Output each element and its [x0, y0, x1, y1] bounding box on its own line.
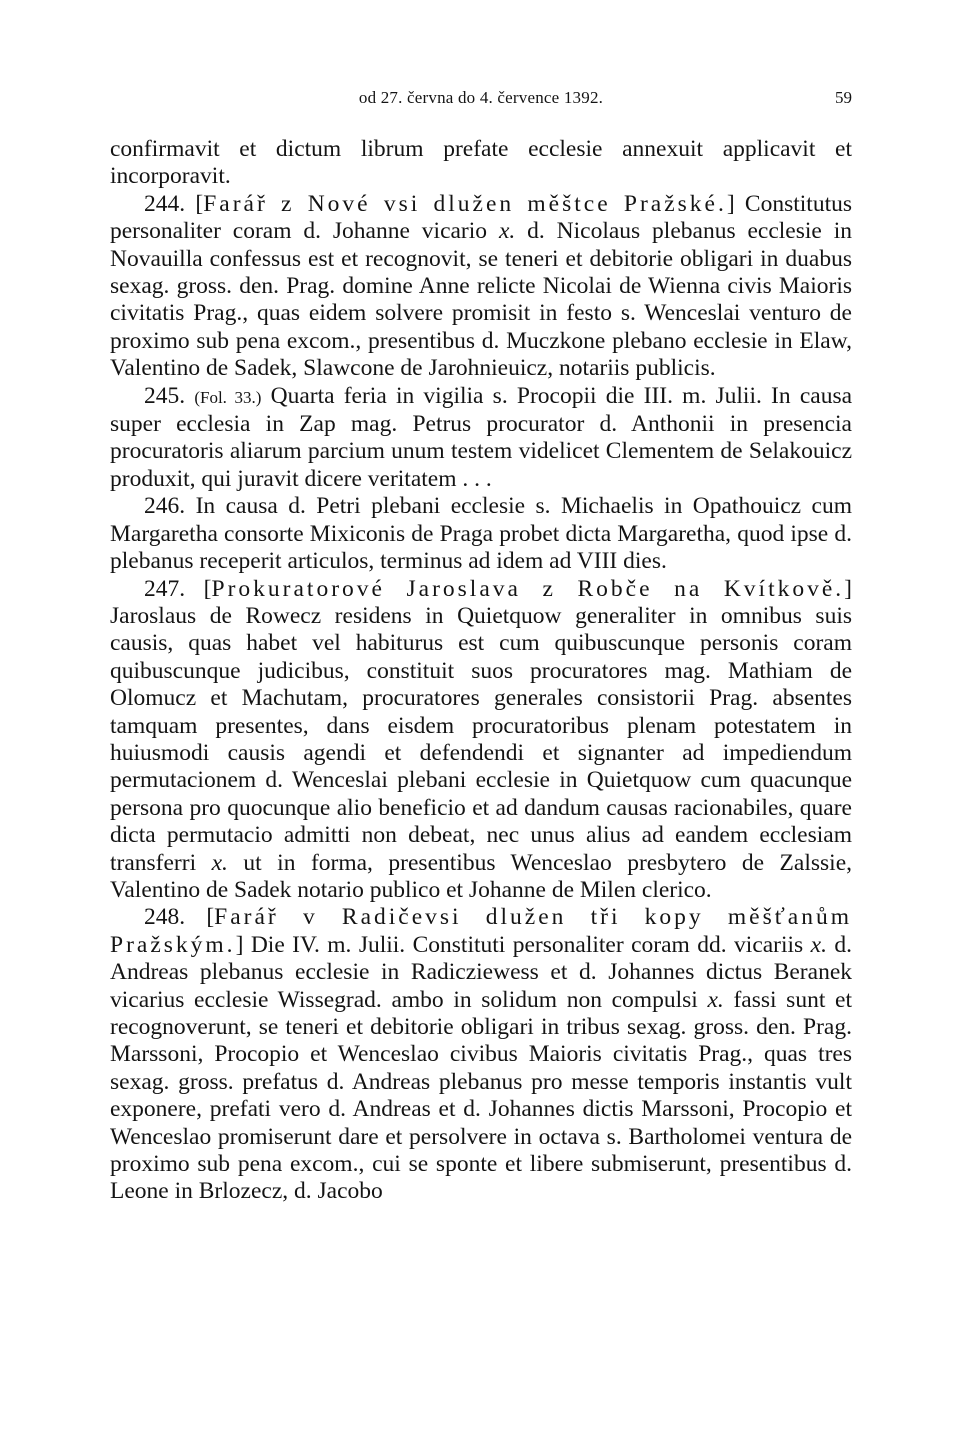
text-run: 245.: [144, 382, 195, 409]
running-head: od 27. června do 4. července 1392.: [358, 88, 604, 107]
paragraph-continuation: [110, 136, 852, 191]
text-spaced: Farář v Radičevsi dlužen tři kopy měšťanům Pražským.: [110, 904, 852, 958]
text-run: confirmavit et dictum librum prefate ecclesie annexuit applicavit et incorporavit.: [110, 136, 852, 190]
entry-244: [110, 191, 852, 383]
page-number: 59: [835, 88, 852, 107]
entry-246: [110, 493, 852, 575]
text-run: Quarta feria in vigilia s. Procopii die III. m. Julii. In causa super ecclesia in Zap mag. Petrus procurator d. Anthonii in presencia procuratoris aliarum parcium unum testem videlicet Clementem de Selakouicz produxit, qui juravit dicere veritatem . . .: [110, 382, 853, 492]
text-run: fassi sunt et recognoverunt, se teneri et debitorie obligari in tribus sexag. gross. den. Prag. Marssoni, Procopio et Wenceslao civibus Maioris civitatis Prag., quas tres sexag. gross. prefatus d. Andreas plebanus pro messe temporis instantis vult exponere, prefati vero d. Andreas et d. Johannes dictis Marssoni, Procopio et Wenceslao promiserunt dare et persolvere in octava s. Bartholomei ventura de proximo sub pena excom., cui se sponte et libere submiserunt, presentibus d. Leone in Brlozecz, d. Jacobo: [110, 986, 852, 1205]
text-run: 248. [: [144, 904, 215, 931]
text-run: 244. [: [144, 190, 204, 217]
text-spaced: Farář z Nové vsi dlužen měštce Pražské.: [203, 190, 727, 217]
text-cursor-x: x.: [211, 849, 228, 876]
entry-248: [110, 904, 852, 1205]
text-run: ut in forma, presentibus Wenceslao presbytero de Zalssie, Valentino de Sadek notario publico et Johanne de Milen clerico.: [110, 849, 852, 903]
text-small: (Fol. 33.): [194, 387, 262, 407]
text-run: ] Die IV. m. Julii. Constituti personaliter coram dd. vicariis: [235, 931, 811, 958]
text-cursor-x: x.: [810, 931, 827, 958]
text-cursor-x: x.: [498, 218, 516, 245]
text-cursor-x: x.: [707, 986, 724, 1013]
text-run: d. Andreas plebanus ecclesie in Radicziewess et d. Johannes dictus Beranek vicarius ecclesie Wissegrad. ambo in solidum non compulsi: [110, 931, 853, 1013]
text-run: ] Jaroslaus de Rowecz residens in Quietquow generaliter in omnibus suis causis, quas habet vel habiturus est cum quibuscunque personis coram quibuscunque judicibus, constituit suos procuratores mag. Mathiam de Olomucz et Machutam, procuratores generales consistorii Prag. absentes tamquam presentes, dans eisdem procuratoribus plenam potestatem in huiusmodi causis agendi et defendendi et signanter ad impediendum permutacionem d. Wenceslai plebani ecclesie in Quietquow cum quacunque persona pro quocunque alio beneficio et ad dandum causas racionabiles, quare dicta permutacio admitti non debeat, nec unus alius ad eandem ecclesiam transferri: [110, 575, 852, 876]
text-spaced: Prokuratorové Jaroslava z Robče na Kvítkově.: [211, 575, 845, 602]
text-body: [110, 136, 852, 1206]
page-header: [110, 88, 852, 116]
text-run: ] Constitutus personaliter coram d. Johanne vicario: [110, 190, 852, 245]
entry-245: [110, 383, 852, 494]
text-run: 247. [: [144, 575, 212, 602]
text-run: d. Nicolaus plebanus ecclesie in Novauilla confessus est et recognovit, se teneri et debitorie obligari in duabus sexag. gross. den. Prag. domine Anne relicte Nicolai de Wienna civis Maioris civitatis Prag., quas eidem solvere promisit in festo s. Wenceslai venturo de proximo sub pena excom., presentibus d. Muczkone plebano ecclesie in Elaw, Valentino de Sadek, Slawcone de Jarohnieuicz, notariis publicis.: [110, 218, 852, 382]
entry-247: [110, 576, 852, 905]
text-run: 246. In causa d. Petri plebani ecclesie s. Michaelis in Opathouicz cum Margaretha consorte Mixiconis de Praga probet dicta Margaretha, quod ipse d. plebanus receperit articulos, terminus ad idem ad VIII dies.: [110, 493, 852, 575]
